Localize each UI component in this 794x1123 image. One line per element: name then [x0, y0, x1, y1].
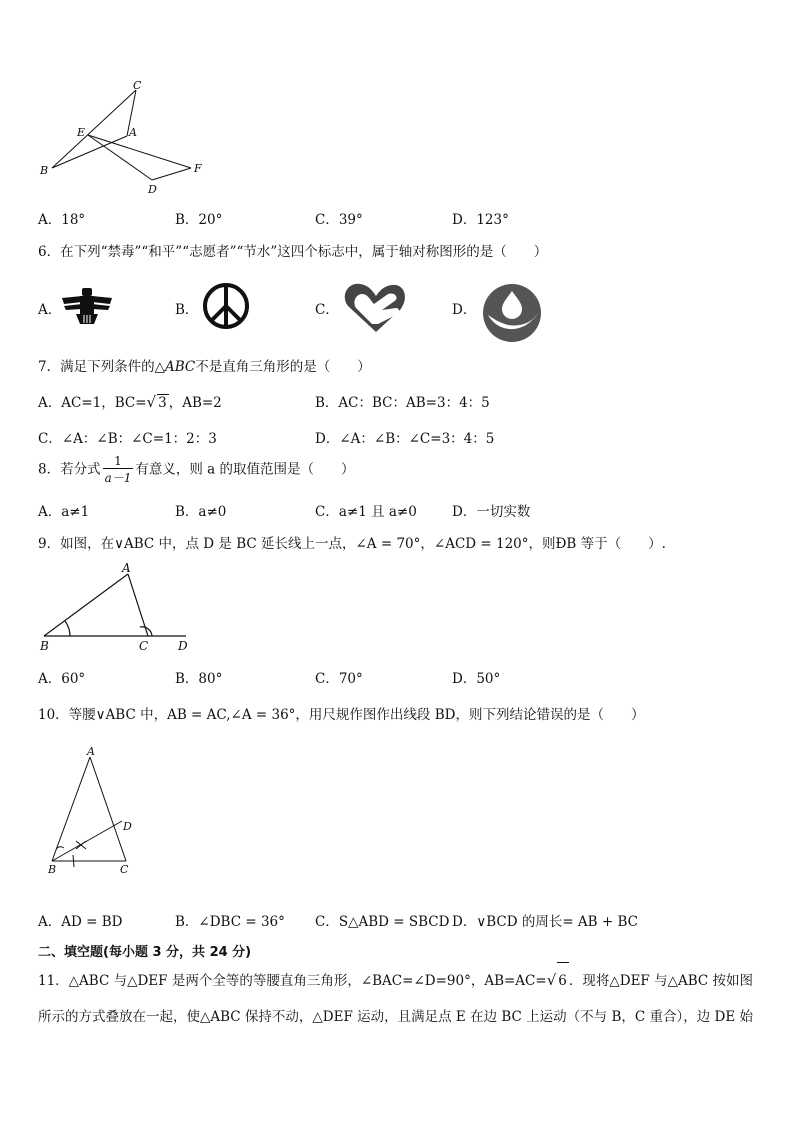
eagle-emblem-icon	[60, 284, 116, 328]
q7-option-b: B．AC：BC：AB=3：4：5	[315, 395, 490, 411]
q6-letter-c: C．	[315, 302, 339, 318]
q7-stem-triangle: △ABC	[154, 359, 196, 375]
q10-option-b: B．∠DBC = 36°	[175, 914, 285, 930]
line-DF	[152, 168, 191, 180]
q9-label-D: D	[178, 639, 188, 653]
q9-label-A: A	[122, 561, 131, 575]
q7-option-a-sqrt: 3	[158, 395, 167, 411]
q8-fraction	[103, 454, 134, 486]
q11-line-1-pre: 11．△ABC 与△DEF 是两个全等的等腰直角三角形，∠BAC=∠D=90°，AB=AC=	[38, 973, 547, 989]
q7-option-a-post: ，AB=2	[168, 395, 222, 411]
label-A: A	[129, 126, 137, 139]
q11-line-2: 所示的方式叠放在一起，使△ABC 保持不动，△DEF 运动，且满足点 E 在边 BC 上运动（不与 B，C 重合），边 DE 始	[38, 1009, 754, 1025]
peace-symbol-icon	[201, 281, 251, 331]
q9-label-B: B	[40, 639, 49, 653]
q7-option-a: A．AC=1，BC=√ 3 ，AB=2	[38, 393, 222, 411]
q9-option-c: C．70°	[315, 671, 363, 687]
q11-line-1: 11．△ABC 与△DEF 是两个全等的等腰直角三角形，∠BAC=∠D=90°，AB=AC=√ 6 ．现将△DEF 与△ABC 按如图	[38, 962, 760, 999]
heart-hand-icon	[342, 280, 410, 336]
q6-letter-b: B．	[175, 302, 199, 318]
q8-fraction-numerator: 1	[103, 454, 134, 469]
q10-label-C: C	[120, 863, 129, 876]
q7-stem-pre: 7．满足下列条件的	[38, 359, 155, 375]
q5-option-b: B．20°	[175, 212, 223, 228]
q9-figure	[36, 560, 196, 655]
line-ED	[88, 135, 152, 180]
label-B: B	[40, 164, 49, 177]
water-drop-icon	[482, 283, 542, 343]
q9-stem: 9．如图，在∨ABC 中，点 D 是 BC 延长线上一点，∠A = 70°，∠ACD = 120°，则ÐB 等于（ ）.	[38, 536, 666, 552]
q5-option-d: D．123°	[452, 212, 509, 228]
label-C: C	[133, 79, 142, 92]
label-F: F	[194, 162, 202, 175]
q8-stem	[38, 454, 355, 486]
q10-option-a: A．AD = BD	[38, 914, 123, 930]
q10-option-c: C．S△ABD = SBCD	[315, 914, 450, 930]
label-D: D	[148, 183, 157, 196]
q9-option-d: D．50°	[452, 671, 501, 687]
q9-option-b: B．80°	[175, 671, 223, 687]
q10-label-D: D	[123, 820, 132, 833]
q9-label-C: C	[139, 639, 149, 653]
q9-option-a: A．60°	[38, 671, 86, 687]
q5-option-a: A．18°	[38, 212, 86, 228]
q8-option-b: B．a≠0	[175, 504, 227, 520]
q10-label-B: B	[48, 863, 57, 876]
line-EF	[88, 135, 191, 168]
section-title: 二、填空题(每小题 3 分，共 24 分)	[38, 945, 252, 960]
q6-letter-d: D．	[452, 302, 477, 318]
q7-option-a-pre: A．AC=1，BC=	[38, 395, 147, 411]
q10-label-A: A	[87, 745, 95, 758]
q10-stem: 10．等腰∨ABC 中，AB = AC,∠A = 36°，用尺规作图作出线段 BD，则下列结论错误的是（ ）	[38, 707, 645, 723]
q8-option-a: A．a≠1	[38, 504, 90, 520]
label-E: E	[77, 126, 86, 139]
q8-stem-post: 有意义，则 a 的取值范围是（ ）	[135, 461, 355, 478]
q8-option-c: C．a≠1 且 a≠0	[315, 504, 417, 520]
q10-option-d: D．∨BCD 的周长= AB + BC	[452, 914, 638, 930]
q10-figure	[42, 745, 142, 880]
line-BC	[52, 90, 136, 168]
q7-stem-post: 不是直角三角形的是（ ）	[195, 359, 371, 375]
line-BA	[52, 136, 127, 168]
q5-figure	[36, 78, 216, 198]
q7-option-d: D．∠A：∠B：∠C=3：4：5	[315, 431, 495, 447]
q8-stem-pre: 8．若分式	[38, 461, 101, 478]
q6-stem: 6．在下列“禁毒”“和平”“志愿者”“节水”这四个标志中，属于轴对称图形的是（ ）	[38, 244, 548, 260]
q6-letter-a: A．	[38, 302, 62, 318]
q8-fraction-denominator: a－1	[104, 471, 132, 485]
q11-line-1-post: ．现将△DEF 与△ABC 按如图	[568, 973, 754, 989]
q5-option-c: C．39°	[315, 212, 363, 228]
q11-text	[38, 962, 760, 1035]
q8-option-d: D．一切实数	[452, 504, 531, 520]
q7-option-c: C．∠A：∠B：∠C=1：2：3	[38, 431, 217, 447]
q11-line-1-sqrt: 6	[557, 962, 569, 999]
q7-stem	[38, 355, 371, 375]
